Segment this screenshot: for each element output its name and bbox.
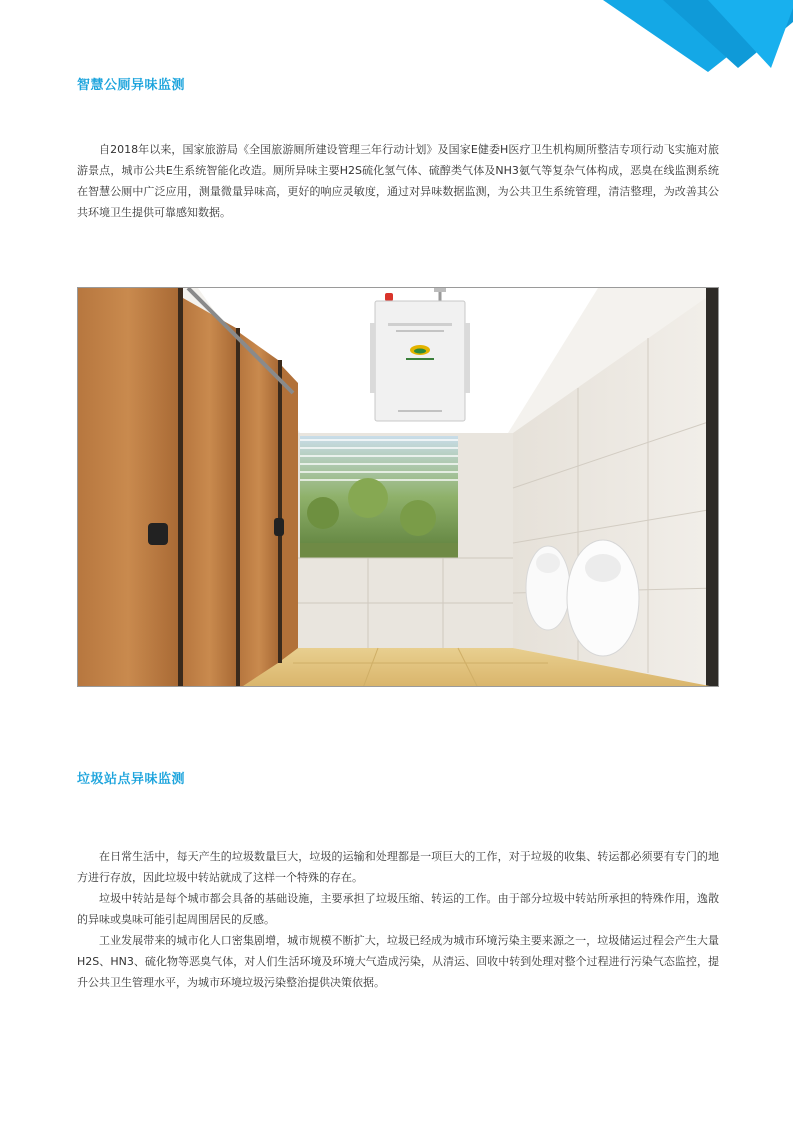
paragraph-garbage-station-3: 工业发展带来的城市化人口密集剧增，城市规模不断扩大，垃圾已经成为城市环境污染主要来源之一，垃圾储运过程会产生大量H2S、HN3、硫化物等恶臭气体，对人们生活环境及环境大气造成污染，从清运、回收中转到处理对整个过程进行污染气态监控，提升公共卫生管理水平，为城市环境垃圾污染整治提供决策依据。	[77, 934, 719, 989]
paragraph-garbage-station-1: 在日常生活中，每天产生的垃圾数量巨大，垃圾的运输和处理都是一项巨大的工作，对于垃圾的收集、转运都必须要有专门的地方进行存放，因此垃圾中转站就成了这样一个特殊的存在。	[77, 850, 719, 884]
restroom-monitor-photo	[77, 287, 719, 687]
paragraph-smart-toilet: 自2018年以来，国家旅游局《全国旅游厕所建设管理三年行动计划》及国家E健委H医疗卫生机构厕所整洁专项行动飞实施对旅游景点，城市公共E生系统智能化改造。厕所异味主要H2S硫化氢气体、硫醇类气体及NH3氨气等复杂气体构成，恶臭在线监测系统在智慧公厕中广泛应用，测量微量异味高，更好的响应灵敏度，通过对异味数据监测，为公共卫生系统管理，清洁整理，为改善其公共环境卫生提供可靠感知数据。	[77, 143, 719, 219]
section-heading-smart-toilet: 智慧公厕异味监测	[77, 78, 186, 93]
section-heading-garbage-station: 垃圾站点异味监测	[77, 772, 186, 787]
paragraph-garbage-station-2: 垃圾中转站是每个城市都会具备的基础设施，主要承担了垃圾压缩、转运的工作。由于部分垃圾中转站所承担的特殊作用，逸散的异味或臭味可能引起周围居民的反感。	[77, 892, 719, 926]
corner-triangle-decoration	[603, 0, 793, 72]
